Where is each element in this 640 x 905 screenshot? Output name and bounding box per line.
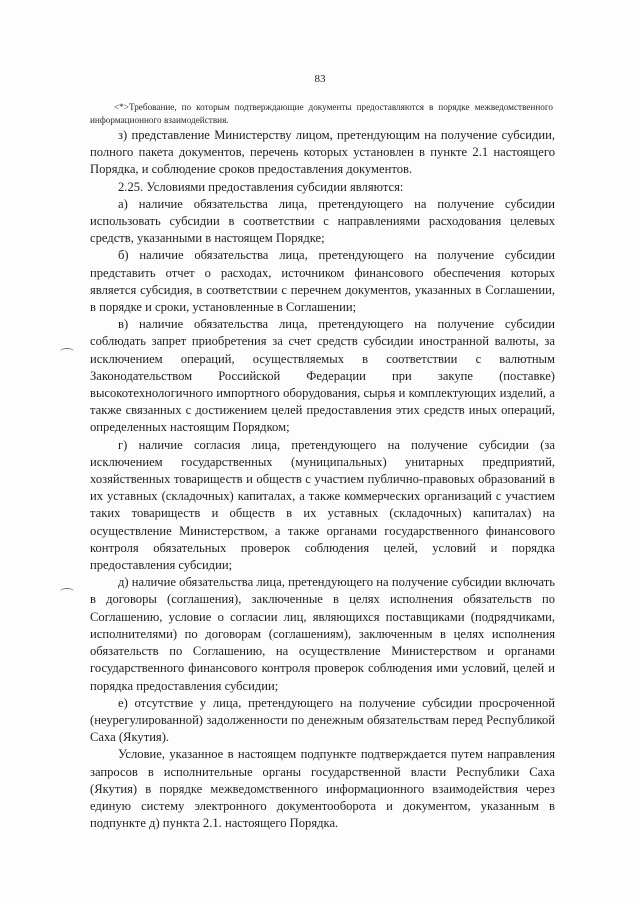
scan-margin-mark (60, 348, 74, 355)
paragraph-b: б) наличие обязательства лица, претендующего на получение субсидии представить отчет о расходах, источником финансового обеспечения которых является субсидия, в соответствии с перечнем документов, указанных в Соглашении, в порядке и сроки, установленные в Соглашении; (90, 248, 555, 315)
paragraph-2-25-heading: 2.25. Условиями предоставления субсидии являются: (118, 179, 404, 194)
footnote: <*>Требование, по которым подтверждающие документы предоставляются в порядке межведомственного информационного взаимодействия. (90, 102, 553, 125)
paragraph-g: г) наличие согласия лица, претендующего на получение субсидии (за исключением государственных (муниципальных) унитарных предприятий, хозяйственных товариществ и обществ с участием публично-правовых образований в их уставных (складочных) капиталах, а также коммерческих организаций с участием таких товариществ и обществ в их уставных (складочных) капиталах) на осуществление Министерством, а также органами государственного финансового контроля обязательных проверок соблюдения целей, условий и порядка предоставления субсидии; (90, 437, 555, 573)
paragraph-v: в) наличие обязательства лица, претендующего на получение субсидии соблюдать запрет приобретения за счет средств субсидии иностранной валюты, за исключением операций, осуществляемых в соответствии с валютным Законодательством Российской Федерации при закупе (поставке) высокотехнологичного импортного оборудования, сырья и комплектующих изделий, а также связанных с достижением целей предоставления этих средств иных операций, определенных настоящим Порядком; (90, 317, 555, 435)
paragraph-z: з) представление Министерству лицом, претендующим на получение субсидии, полного пакета документов, перечень которых установлен в пункте 2.1 настоящего Порядка, и соблюдение сроков предоставления документов. (90, 128, 555, 177)
paragraph-condition: Условие, указанное в настоящем подпункте подтверждается путем направления запросов в исполнительные органы государственной власти Республики Саха (Якутия) в порядке межведомственного информационного взаимодействия через единую систему электронного документооборота и документом, указанным в подпункте д) пункта 2.1. настоящего Порядка. (90, 747, 555, 831)
page-number: 83 (314, 73, 326, 85)
paragraph-a: а) наличие обязательства лица, претендующего на получение субсидии использовать субсидии в соответствии с направлениями расходования целевых средств, указанными в настоящем Порядке; (90, 196, 555, 246)
paragraph-e: е) отсутствие у лица, претендующего на получение субсидии просроченной (неурегулированной) задолженности по денежным обязательствам перед Республикой Саха (Якутия). (90, 695, 555, 745)
document-body (90, 127, 555, 832)
paragraph-d: д) наличие обязательства лица, претендующего на получение субсидии включать в договоры (соглашения), заключенные в целях исполнения обязательств по Соглашению, условие о согласии лиц, являющихся поставщиками (подрядчиками, исполнителями) по договорам (соглашениям), заключенным в целях исполнения обязательств по Соглашению, на осуществление Министерством и органами государственного финансового контроля проверок соблюдения ими условий, целей и порядка предоставления субсидии; (90, 575, 555, 693)
scan-margin-mark (60, 588, 74, 595)
